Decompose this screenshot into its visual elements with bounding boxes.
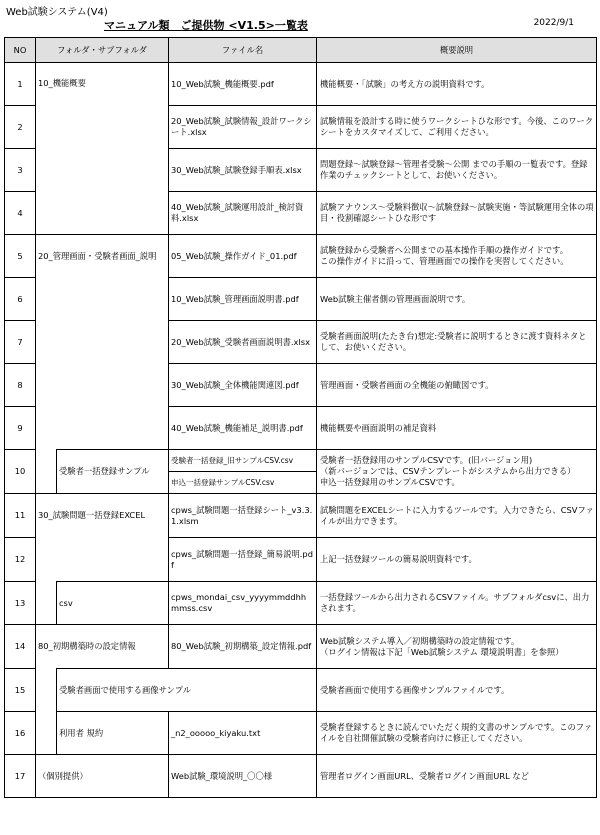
folder-cell: [36, 538, 169, 582]
desc-cell: 管理者ログイン画面URL、受験者ログイン画面URL など: [317, 755, 597, 798]
table-row: [5, 321, 597, 364]
folder-cell: 30_試験問題一括登録EXCEL: [36, 494, 169, 538]
desc-cell: [317, 235, 597, 278]
desc-line: （新バージョンでは、CSVテンプレートがシステムから出力できる）: [320, 466, 576, 477]
desc-cell: 機能概要や画面説明の補足資料: [317, 407, 597, 450]
col-header-no: NO: [5, 38, 36, 63]
subfolder-cell: 受験者一括登録サンプル: [57, 450, 169, 494]
folder-cell: [36, 278, 169, 321]
folder-spacer: [36, 669, 57, 712]
document-date: 2022/9/1: [533, 18, 574, 28]
table-row: [5, 407, 597, 450]
row-no: 7: [5, 321, 36, 364]
table-row: [5, 625, 597, 669]
row-no: 5: [5, 235, 36, 278]
file-cell: [169, 450, 317, 494]
file-cell: 40_Web試験_機能補足_説明書.pdf: [169, 407, 317, 450]
file-cell: Web試験_環境説明_〇〇様: [169, 755, 317, 798]
desc-line: Web試験システム導入／初期構築時の設定情報です。: [320, 635, 520, 646]
row-no: 6: [5, 278, 36, 321]
row-no: 1: [5, 63, 36, 106]
desc-cell: 一括登録ツールから出力されるCSVファイル。サブフォルダcsvに、出力されます。: [317, 582, 597, 625]
subfolder-cell: 受験者画面で使用する画像サンプル: [57, 669, 317, 712]
deliverables-table: [4, 37, 597, 798]
folder-cell: [36, 149, 169, 192]
file-cell: cpws_mondai_csv_yyyymmddhhmmss.csv: [169, 582, 317, 625]
table-row: [5, 63, 597, 106]
table-row: [5, 712, 597, 755]
row-no: 16: [5, 712, 36, 755]
table-row: [5, 278, 597, 321]
desc-cell: 管理画面・受験者画面の全機能の俯瞰図です。: [317, 364, 597, 407]
folder-cell: 80_初期構築時の設定情報: [36, 625, 169, 669]
folder-spacer: [36, 712, 57, 755]
file-cell: cpws_試験問題一括登録シート_v3.3.1.xlsm: [169, 494, 317, 538]
row-no: 3: [5, 149, 36, 192]
file-cell: 10_Web試験_機能概要.pdf: [169, 63, 317, 106]
file-cell: 30_Web試験_全体機能関連図.pdf: [169, 364, 317, 407]
folder-spacer: [36, 582, 57, 625]
table-row: [5, 582, 597, 625]
desc-cell: 受験者登録するときに読んでいただく規約文書のサンプルです。このファイルを自社開催試験の受験者向けに修正してください。: [317, 712, 597, 755]
file-line: 受験者一括登録_旧サンプルCSV.csv: [169, 450, 316, 472]
subfolder-cell: csv: [57, 582, 169, 625]
row-no: 12: [5, 538, 36, 582]
desc-line: この操作ガイドに沿って、管理画面での操作を実習してください。: [320, 256, 569, 266]
folder-cell: [36, 321, 169, 364]
table-row: [5, 106, 597, 149]
folder-cell: [36, 106, 169, 149]
file-cell: 20_Web試験_試験情報_設計ワークシート.xlsx: [169, 106, 317, 149]
desc-cell: 上記一括登録ツールの簡易説明資料です。: [317, 538, 597, 582]
folder-cell: 20_管理画面・受験者画面_説明: [36, 235, 169, 278]
row-no: 2: [5, 106, 36, 149]
document-title: マニュアル類 ご提供物 <V1.5>一覧表: [104, 19, 308, 32]
row-no: 17: [5, 755, 36, 798]
row-no: 10: [5, 450, 36, 494]
col-header-file: ファイル名: [169, 38, 317, 63]
row-no: 9: [5, 407, 36, 450]
table-row: [5, 192, 597, 235]
row-no: 13: [5, 582, 36, 625]
desc-cell: [317, 450, 597, 494]
desc-cell: 試験アナウンス～受験料徴収～試験登録～試験実施・等試験運用全体の項目・役割確認シートひな形です: [317, 192, 597, 235]
file-line: 申込一括登録サンプルCSV.csv: [171, 478, 275, 487]
file-cell: 10_Web試験_管理画面説明書.pdf: [169, 278, 317, 321]
desc-cell: 試験問題をEXCELシートに入力するツールです。入力できたら、CSVファイルが出力できます。: [317, 494, 597, 538]
table-header-row: [5, 38, 597, 63]
file-cell: cpws_試験問題一括登録_簡易説明.pdf: [169, 538, 317, 582]
folder-cell: [36, 407, 169, 450]
table-row: [5, 494, 597, 538]
file-cell: 80_Web試験_初期構築_設定情報.pdf: [169, 625, 317, 669]
table-row: [5, 450, 597, 494]
folder-spacer: [36, 450, 57, 494]
col-header-desc: 概要説明: [317, 38, 597, 63]
row-no: 4: [5, 192, 36, 235]
table-row: [5, 669, 597, 712]
file-cell: 30_Web試験_試験登録手順表.xlsx: [169, 149, 317, 192]
desc-line: 試験登録から受験者へ公開までの基本操作手順の操作ガイドです。: [320, 245, 568, 256]
desc-cell: 受験者画面説明(たたき台)想定:受験者に説明するときに渡す資料ネタとして、お使いください。: [317, 321, 597, 364]
subfolder-cell: 利用者 規約: [57, 712, 169, 755]
row-no: 14: [5, 625, 36, 669]
desc-line: 申込一括登録用のサンプルCSVです。: [320, 476, 460, 487]
table-row: [5, 235, 597, 278]
row-no: 15: [5, 669, 36, 712]
desc-cell: Web試験主催者側の管理画面説明です。: [317, 278, 597, 321]
folder-cell: [36, 364, 169, 407]
desc-cell: 機能概要・「試験」の考え方の説明資料です。: [317, 63, 597, 106]
file-cell: 40_Web試験_試験運用設計_検討資料.xlsx: [169, 192, 317, 235]
desc-cell: [317, 625, 597, 669]
file-cell: 05_Web試験_操作ガイド_01.pdf: [169, 235, 317, 278]
row-no: 11: [5, 494, 36, 538]
folder-cell: [36, 192, 169, 235]
table-row: [5, 149, 597, 192]
folder-cell: （個別提供）: [36, 755, 169, 798]
desc-cell: 問題登録～試験登録～管理者受験～公開 までの手順の一覧表です。登録作業のチェックシートとして、お使いください。: [317, 149, 597, 192]
desc-cell: 試験情報を設計する時に使うワークシートひな形です。今後、このワークシートをカスタマイズして、ご利用ください。: [317, 106, 597, 149]
file-cell: 20_Web試験_受験者画面説明書.xlsx: [169, 321, 317, 364]
table-row: [5, 538, 597, 582]
row-no: 8: [5, 364, 36, 407]
folder-cell: 10_機能概要: [36, 63, 169, 106]
desc-cell: 受験者画面で使用する画像サンプルファイルです。: [317, 669, 597, 712]
table-row: [5, 755, 597, 798]
desc-line: （ログイン情報は下記「Web試験システム 環境説明書」を参照）: [320, 646, 564, 657]
file-cell: _n2_ooooo_kiyaku.txt: [169, 712, 317, 755]
col-header-folder: フォルダ・サブフォルダ: [36, 38, 169, 63]
system-name: Web試験システム(V4): [6, 7, 108, 18]
desc-line: 受験者一括登録用のサンプルCSVです。(旧バージョン用): [320, 455, 533, 466]
table-row: [5, 364, 597, 407]
